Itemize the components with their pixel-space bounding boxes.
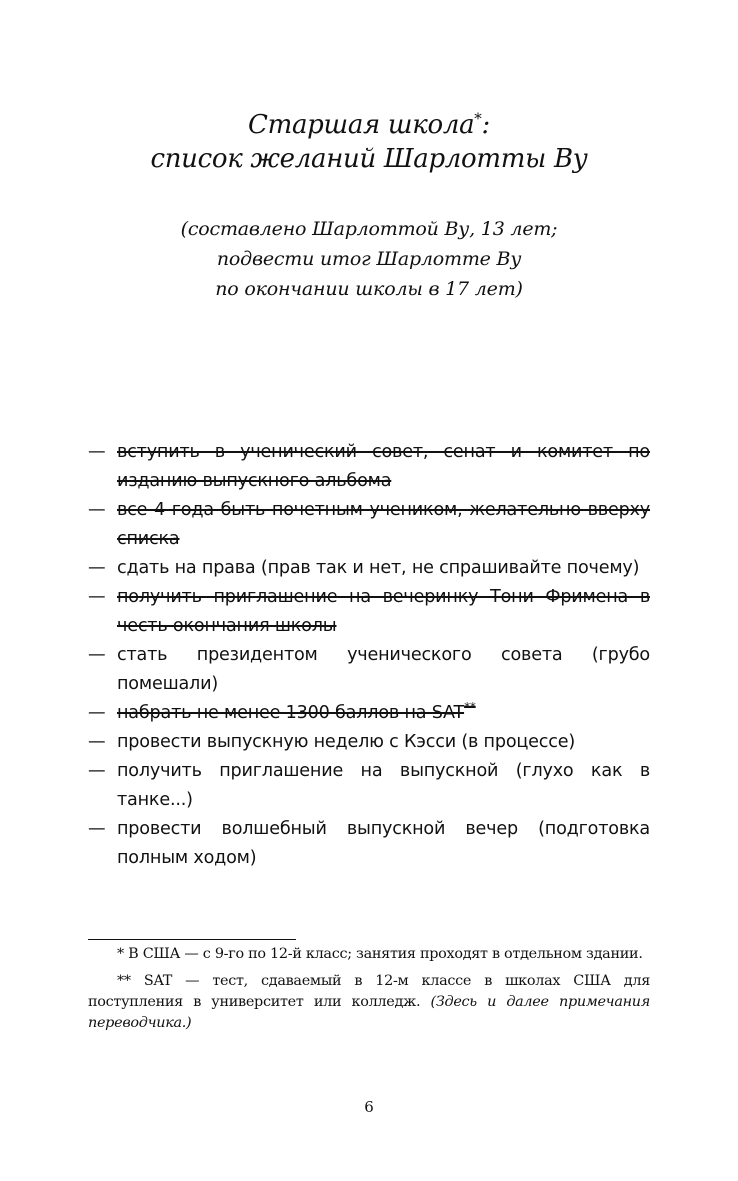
list-item-text: провести выпускную неделю с Кэсси (в процессе): [117, 732, 576, 752]
list-item: [88, 496, 650, 554]
subtitle-line-2: подвести итог Шарлотте Ву: [216, 248, 522, 270]
footnote-2: [88, 971, 650, 1034]
list-item-text: набрать не менее 1300 баллов на SAT: [117, 703, 465, 723]
list-item: [88, 554, 650, 583]
list-item: [88, 641, 650, 699]
dash-marker: —: [88, 732, 106, 752]
title-line-2: список желаний Шарлотты Ву: [150, 144, 588, 174]
list-item-text: получить приглашение на выпускной (глухо как в танке...): [117, 761, 650, 810]
dash-marker: —: [88, 587, 106, 607]
list-item-text: стать президентом ученического совета (грубо помешали): [117, 645, 650, 694]
footnotes: [88, 944, 650, 1034]
list-item-text: все 4 года быть почетным учеником, желательно вверху списка: [117, 500, 650, 549]
footnote-2-text: ** SAT — тест, сдаваемый в 12-м классе в школах США для поступления в университет или колледж.: [88, 973, 650, 1010]
list-item: [88, 757, 650, 815]
list-item-text: получить приглашение на вечеринку Тони Фримена в честь окончания школы: [117, 587, 650, 636]
list-item-text: сдать на права (прав так и нет, не спрашивайте почему): [117, 558, 640, 578]
list-item: [88, 815, 650, 873]
footnote-1: * В США — с 9-го по 12-й класс; занятия проходят в отдельном здании.: [117, 946, 643, 962]
subtitle-line-3: по окончании школы в 17 лет): [215, 278, 523, 300]
dash-marker: —: [88, 819, 106, 839]
wish-list: [88, 438, 650, 873]
translator-note: (Здесь и далее примечания переводчика.): [88, 994, 650, 1031]
subtitle: [88, 214, 650, 304]
list-item: [88, 699, 650, 728]
footnote-divider: [88, 939, 296, 940]
page-number: 6: [364, 1098, 374, 1116]
list-item: [88, 583, 650, 641]
title-line-1-text: Старшая школа: [248, 110, 475, 140]
dash-marker: —: [88, 703, 106, 723]
dash-marker: —: [88, 442, 106, 462]
dash-marker: —: [88, 645, 106, 665]
dash-marker: —: [88, 558, 106, 578]
dash-marker: —: [88, 500, 106, 520]
list-item-text: провести волшебный выпускной вечер (подготовка полным ходом): [117, 819, 650, 868]
list-item: [88, 438, 650, 496]
list-item: [88, 728, 650, 757]
dash-marker: —: [88, 761, 106, 781]
title-colon: :: [481, 110, 490, 140]
title-footnote-mark: *: [474, 109, 482, 128]
page-title: [88, 108, 650, 176]
subtitle-line-1: (составлено Шарлоттой Ву, 13 лет;: [180, 218, 558, 240]
list-item-text: вступить в ученический совет, сенат и комитет по изданию выпускного альбома: [117, 442, 650, 491]
title-line-1: [88, 108, 650, 142]
sat-footnote-mark: **: [464, 700, 476, 715]
